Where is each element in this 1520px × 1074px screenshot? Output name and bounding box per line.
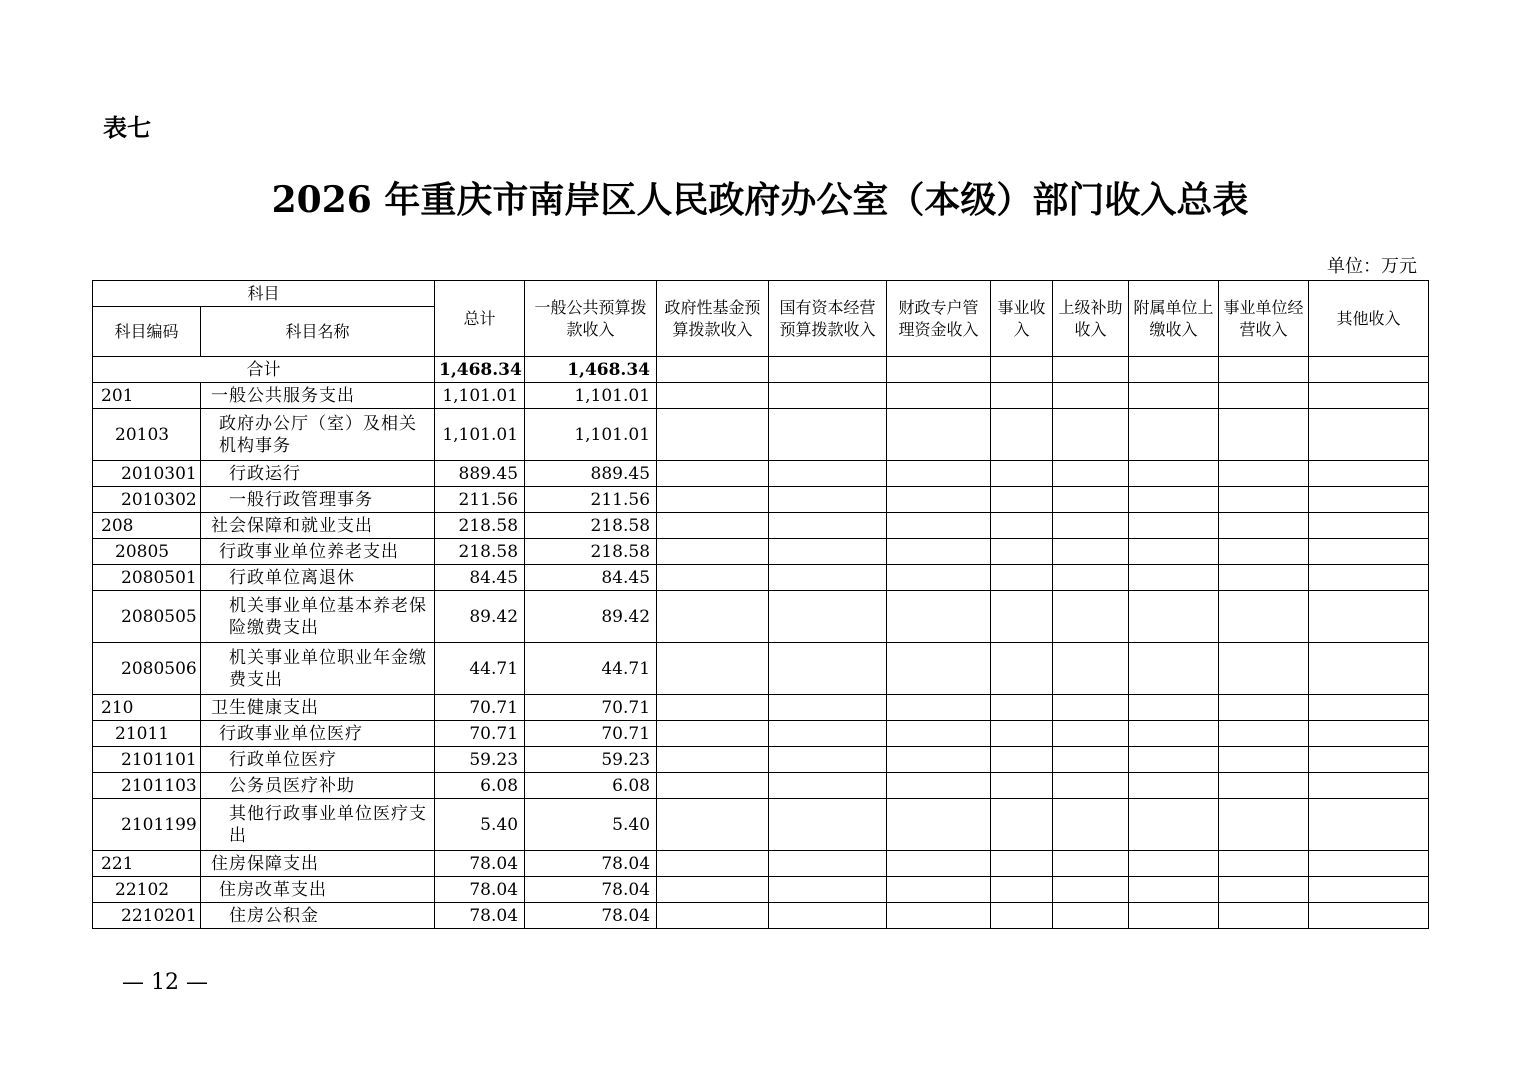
- row-general: 5.40: [525, 799, 657, 851]
- header-name: 科目名称: [201, 307, 435, 357]
- row-name: 一般行政管理事务: [201, 487, 435, 513]
- row-code: 2010302: [93, 487, 201, 513]
- row-name: 住房保障支出: [201, 851, 435, 877]
- summary-total: 1,468.34: [435, 357, 525, 383]
- row-name: 行政单位离退休: [201, 565, 435, 591]
- row-name: 行政单位医疗: [201, 747, 435, 773]
- row-general: 78.04: [525, 851, 657, 877]
- row-name: 卫生健康支出: [201, 695, 435, 721]
- document-title: 2026 年重庆市南岸区人民政府办公室（本级）部门收入总表: [271, 179, 1249, 221]
- row-name: 公务员医疗补助: [201, 773, 435, 799]
- header-operating: 事业单位经营收入: [1219, 281, 1309, 357]
- header-subject: 科目: [93, 281, 435, 307]
- unit-label: 单位：万元: [1327, 256, 1417, 277]
- row-total: 59.23: [435, 747, 525, 773]
- row-general: 218.58: [525, 513, 657, 539]
- row-total: 89.42: [435, 591, 525, 643]
- page-number: — 12 —: [122, 970, 208, 995]
- row-general: 78.04: [525, 903, 657, 929]
- header-business: 事业收入: [991, 281, 1053, 357]
- row-code: 20805: [93, 539, 201, 565]
- table-row: [93, 643, 1429, 695]
- row-code: 2101103: [93, 773, 201, 799]
- header-code: 科目编码: [93, 307, 201, 357]
- header-state-capital: 国有资本经营预算拨款收入: [769, 281, 887, 357]
- row-total: 78.04: [435, 903, 525, 929]
- table-row: [93, 903, 1429, 929]
- row-general: 211.56: [525, 487, 657, 513]
- row-total: 211.56: [435, 487, 525, 513]
- table-row: [93, 383, 1429, 409]
- row-name: 行政事业单位医疗: [201, 721, 435, 747]
- header-gov-fund: 政府性基金预算拨款收入: [657, 281, 769, 357]
- row-name: 住房改革支出: [201, 877, 435, 903]
- row-code: 2080505: [93, 591, 201, 643]
- row-code: 208: [93, 513, 201, 539]
- row-total: 78.04: [435, 877, 525, 903]
- table-row: [93, 773, 1429, 799]
- row-general: 89.42: [525, 591, 657, 643]
- row-general: 1,101.01: [525, 383, 657, 409]
- row-name: 行政运行: [201, 461, 435, 487]
- row-code: 20103: [93, 409, 201, 461]
- row-general: 59.23: [525, 747, 657, 773]
- row-general: 889.45: [525, 461, 657, 487]
- row-general: 6.08: [525, 773, 657, 799]
- row-total: 5.40: [435, 799, 525, 851]
- header-special-fund: 财政专户管理资金收入: [887, 281, 991, 357]
- row-code: 21011: [93, 721, 201, 747]
- table-row: [93, 513, 1429, 539]
- header-other: 其他收入: [1309, 281, 1429, 357]
- row-general: 44.71: [525, 643, 657, 695]
- row-total: 6.08: [435, 773, 525, 799]
- row-code: 2010301: [93, 461, 201, 487]
- row-total: 84.45: [435, 565, 525, 591]
- row-name: 政府办公厅（室）及相关机构事务: [201, 409, 435, 461]
- row-code: 2080506: [93, 643, 201, 695]
- row-code: 22102: [93, 877, 201, 903]
- table-row: [93, 799, 1429, 851]
- income-table: [92, 280, 1429, 929]
- row-code: 2101101: [93, 747, 201, 773]
- row-total: 1,101.01: [435, 383, 525, 409]
- row-total: 1,101.01: [435, 409, 525, 461]
- table-row: [93, 851, 1429, 877]
- row-name: 住房公积金: [201, 903, 435, 929]
- row-total: 218.58: [435, 513, 525, 539]
- table-row: [93, 487, 1429, 513]
- row-total: 218.58: [435, 539, 525, 565]
- row-general: 70.71: [525, 721, 657, 747]
- header-total: 总计: [435, 281, 525, 357]
- row-code: 201: [93, 383, 201, 409]
- row-total: 889.45: [435, 461, 525, 487]
- table-row: [93, 409, 1429, 461]
- table-row: [93, 539, 1429, 565]
- header-affiliated: 附属单位上缴收入: [1129, 281, 1219, 357]
- table-label: 表七: [103, 114, 151, 142]
- row-general: 78.04: [525, 877, 657, 903]
- row-name: 一般公共服务支出: [201, 383, 435, 409]
- row-code: 2080501: [93, 565, 201, 591]
- row-total: 70.71: [435, 695, 525, 721]
- table-row: [93, 747, 1429, 773]
- header-general-budget: 一般公共预算拨款收入: [525, 281, 657, 357]
- summary-label: 合计: [93, 357, 435, 383]
- table-row: [93, 721, 1429, 747]
- table-row: [93, 591, 1429, 643]
- header-upper-subsidy: 上级补助收入: [1053, 281, 1129, 357]
- row-name: 行政事业单位养老支出: [201, 539, 435, 565]
- row-general: 1,101.01: [525, 409, 657, 461]
- row-code: 210: [93, 695, 201, 721]
- table-row: [93, 565, 1429, 591]
- row-name: 机关事业单位基本养老保险缴费支出: [201, 591, 435, 643]
- table-row: [93, 877, 1429, 903]
- row-general: 218.58: [525, 539, 657, 565]
- row-name: 机关事业单位职业年金缴费支出: [201, 643, 435, 695]
- row-total: 44.71: [435, 643, 525, 695]
- row-general: 84.45: [525, 565, 657, 591]
- summary-general: 1,468.34: [525, 357, 657, 383]
- row-general: 70.71: [525, 695, 657, 721]
- table-row: [93, 695, 1429, 721]
- summary-row: [93, 357, 1429, 383]
- row-name: 其他行政事业单位医疗支出: [201, 799, 435, 851]
- row-code: 221: [93, 851, 201, 877]
- row-code: 2101199: [93, 799, 201, 851]
- row-name: 社会保障和就业支出: [201, 513, 435, 539]
- row-total: 78.04: [435, 851, 525, 877]
- row-total: 70.71: [435, 721, 525, 747]
- row-code: 2210201: [93, 903, 201, 929]
- table-row: [93, 461, 1429, 487]
